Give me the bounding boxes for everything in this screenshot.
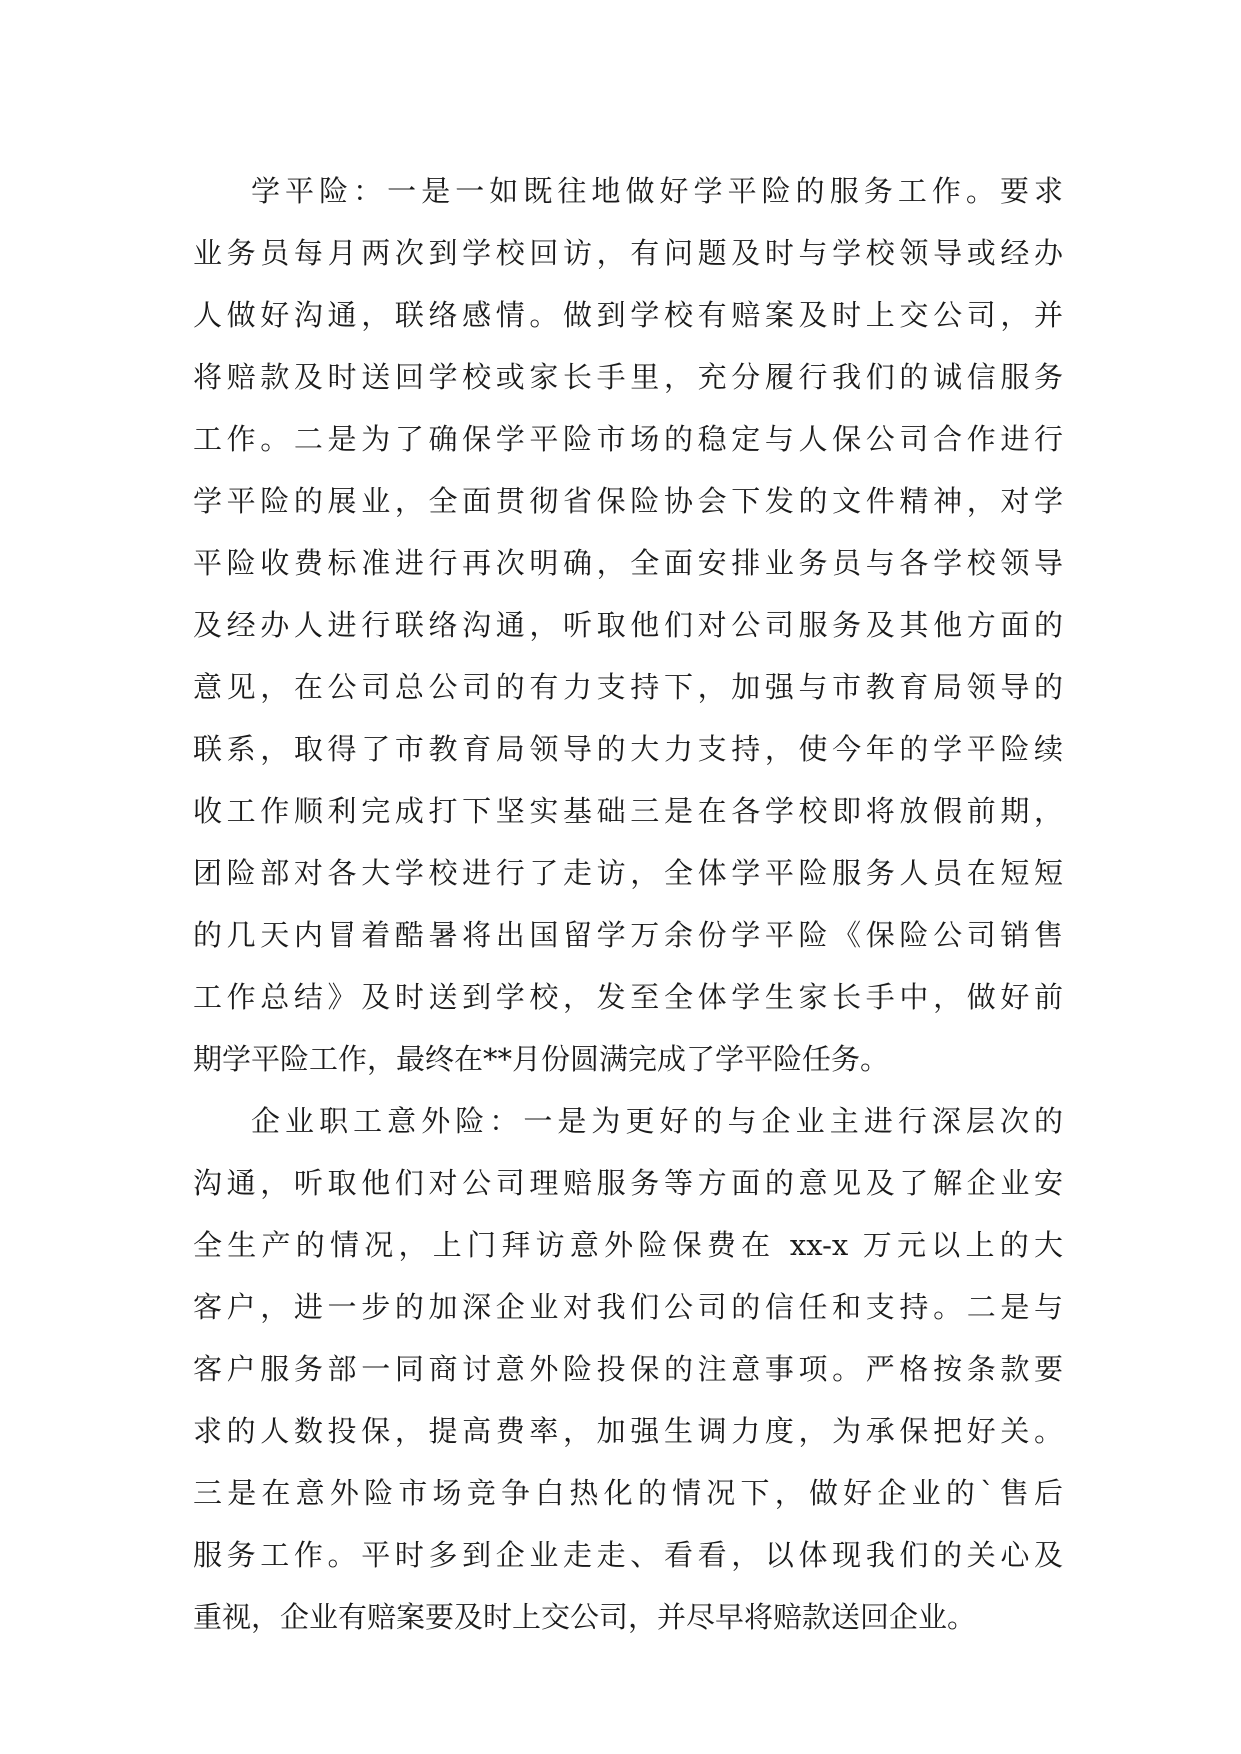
paragraph-2-line-7: 三是在意外险市场竞争白热化的情况下，做好企业的`售后 bbox=[193, 1476, 1063, 1510]
paragraph-2-line-9: 重视，企业有赔案要及时上交公司，并尽早将赔款送回企业。 bbox=[193, 1600, 977, 1634]
paragraph-2-line-8: 服务工作。平时多到企业走走、看看，以体现我们的关心及 bbox=[193, 1538, 1063, 1572]
paragraph-1-line-6: 学平险的展业，全面贯彻省保险协会下发的文件精神，对学 bbox=[193, 484, 1063, 518]
paragraph-2-line-5: 客户服务部一同商讨意外险投保的注意事项。严格按条款要 bbox=[193, 1352, 1063, 1386]
paragraph-1-line-7: 平险收费标准进行再次明确，全面安排业务员与各学校领导 bbox=[193, 546, 1063, 580]
paragraph-2-line-2: 沟通，听取他们对公司理赔服务等方面的意见及了解企业安 bbox=[193, 1166, 1063, 1200]
paragraph-2-line-4: 客户，进一步的加深企业对我们公司的信任和支持。二是与 bbox=[193, 1290, 1063, 1324]
paragraph-1-line-15: 期学平险工作，最终在**月份圆满完成了学平险任务。 bbox=[193, 1042, 890, 1076]
paragraph-1-line-3: 人做好沟通，联络感情。做到学校有赔案及时上交公司，并 bbox=[193, 298, 1063, 332]
paragraph-1-line-14: 工作总结》及时送到学校，发至全体学生家长手中，做好前 bbox=[193, 980, 1063, 1014]
paragraph-1-line-2: 业务员每月两次到学校回访，有问题及时与学校领导或经办 bbox=[193, 236, 1063, 270]
paragraph-1-line-13: 的几天内冒着酷暑将出国留学万余份学平险《保险公司销售 bbox=[193, 918, 1063, 952]
paragraph-2-line-1: 企业职工意外险：一是为更好的与企业主进行深层次的 bbox=[251, 1104, 1063, 1138]
paragraph-2-line-6: 求的人数投保，提高费率，加强生调力度，为承保把好关。 bbox=[193, 1414, 1063, 1448]
paragraph-1-line-1: 学平险：一是一如既往地做好学平险的服务工作。要求 bbox=[251, 174, 1063, 208]
paragraph-1-line-10: 联系，取得了市教育局领导的大力支持，使今年的学平险续 bbox=[193, 732, 1063, 766]
paragraph-1-line-11: 收工作顺利完成打下坚实基础三是在各学校即将放假前期， bbox=[193, 794, 1063, 828]
paragraph-1-line-8: 及经办人进行联络沟通，听取他们对公司服务及其他方面的 bbox=[193, 608, 1063, 642]
paragraph-1-line-9: 意见，在公司总公司的有力支持下，加强与市教育局领导的 bbox=[193, 670, 1063, 704]
paragraph-2-line-3: 全生产的情况，上门拜访意外险保费在 xx-x 万元以上的大 bbox=[193, 1228, 1063, 1262]
paragraph-1-line-4: 将赔款及时送回学校或家长手里，充分履行我们的诚信服务 bbox=[193, 360, 1063, 394]
paragraph-1-line-12: 团险部对各大学校进行了走访，全体学平险服务人员在短短 bbox=[193, 856, 1063, 890]
document-body bbox=[193, 160, 1063, 1648]
paragraph-1-line-5: 工作。二是为了确保学平险市场的稳定与人保公司合作进行 bbox=[193, 422, 1063, 456]
